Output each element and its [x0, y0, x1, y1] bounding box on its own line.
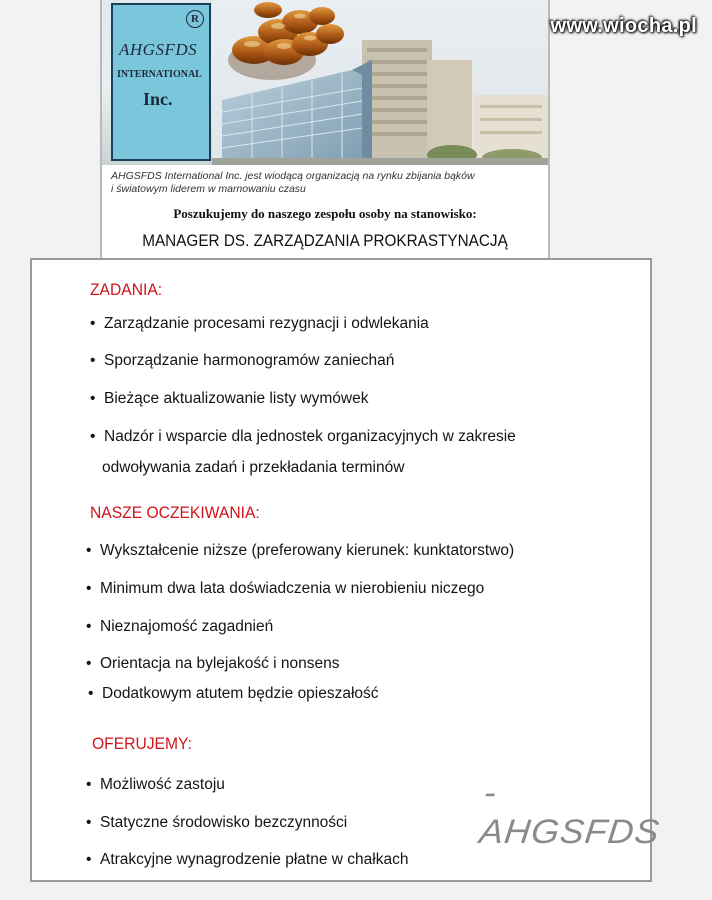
list-item: • Nadzór i wsparcie dla jednostek organizacyjnych w zakresie [90, 428, 516, 445]
list-item: • Atrakcyjne wynagrodzenie płatne w chałkach [86, 851, 409, 868]
list-item: • Możliwość zastoju [86, 776, 225, 793]
list-item: • Zarządzanie procesami rezygnacji i odwlekania [90, 315, 429, 332]
list-item-continuation: odwoływania zadań i przekładania terminów [102, 459, 405, 476]
list-item: • Dodatkowym atutem będzie opieszałość [88, 685, 379, 702]
watermark: www.wiocha.pl [550, 15, 697, 37]
registered-mark: R [186, 10, 204, 28]
section-title-tasks: ZADANIA: [90, 280, 163, 299]
list-item: • Bieżące aktualizowanie listy wymówek [90, 390, 369, 407]
signature: -AHGSFDS [477, 774, 662, 851]
section-title-expectations: NASZE OCZEKIWANIA: [90, 503, 260, 522]
list-item: • Orientacja na bylejakość i nonsens [86, 655, 340, 672]
list-item: • Nieznajomość zagadnień [86, 618, 274, 635]
logo-inc: Inc. [143, 89, 173, 109]
intro-line-2: i światowym liderem w marnowaniu czasu [111, 183, 306, 195]
list-item: • Minimum dwa lata doświadczenia w nierobieniu niczego [86, 580, 485, 597]
section-title-offer: OFERUJEMY: [92, 734, 192, 753]
banner [102, 0, 548, 165]
logo-name: AHGSFDS [119, 40, 198, 59]
office-building-image [212, 0, 548, 165]
logo-international: INTERNATIONAL [117, 69, 202, 80]
position-title: MANAGER DS. ZARZĄDZANIA PROKRASTYNACJĄ [142, 231, 508, 250]
list-item: • Sporządzanie harmonogramów zaniechań [90, 352, 395, 369]
intro-line-1: AHGSFDS International Inc. jest wiodącą organizacją na rynku zbijania bąków [111, 170, 475, 182]
company-logo [111, 3, 211, 161]
list-item: • Statyczne środowisko bezczynności [86, 814, 348, 831]
job-details-card [30, 258, 662, 882]
header-card [100, 0, 550, 258]
list-item: • Wykształcenie niższe (preferowany kierunek: kunktatorstwo) [86, 542, 515, 559]
seeking-text: Poszukujemy do naszego zespołu osoby na stanowisko: [173, 206, 477, 221]
company-intro [111, 170, 541, 196]
